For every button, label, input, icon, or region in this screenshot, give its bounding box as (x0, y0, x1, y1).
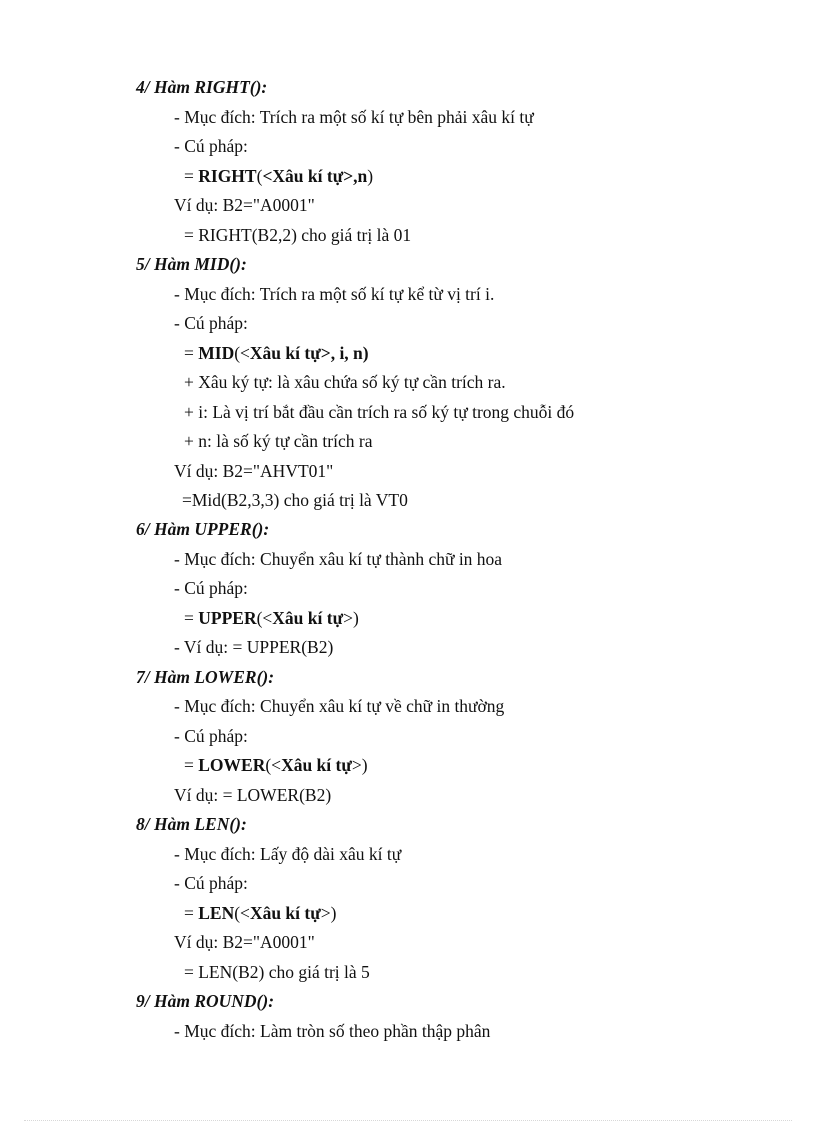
section-heading-lower: 7/ Hàm LOWER(): (136, 667, 275, 687)
example-upper: - Ví dụ: = UPPER(B2) (174, 637, 334, 657)
syntax-label-right: - Cú pháp: (174, 136, 248, 156)
syntax-label-mid: - Cú pháp: (174, 313, 248, 333)
example-lower: Ví dụ: = LOWER(B2) (174, 785, 332, 805)
example-result-mid: =Mid(B2,3,3) cho giá trị là VT0 (182, 490, 408, 510)
example-result-len: = LEN(B2) cho giá trị là 5 (184, 962, 370, 982)
section-heading-mid: 5/ Hàm MID(): (136, 254, 247, 274)
purpose-mid: - Mục đích: Trích ra một số kí tự kể từ vị trí i. (174, 284, 495, 304)
note-item: + n: là số ký tự cần trích ra (184, 431, 373, 451)
syntax-label-lower: - Cú pháp: (174, 726, 248, 746)
syntax-mid: = MID(<Xâu kí tự>, i, n) (184, 343, 369, 363)
syntax-label-upper: - Cú pháp: (174, 578, 248, 598)
note-item: + Xâu ký tự: là xâu chứa số ký tự cần trích ra. (184, 372, 506, 392)
example-len: Ví dụ: B2="A0001" (174, 932, 315, 952)
purpose-right: - Mục đích: Trích ra một số kí tự bên phải xâu kí tự (174, 107, 534, 127)
section-heading-len: 8/ Hàm LEN(): (136, 814, 247, 834)
example-right: Ví dụ: B2="A0001" (174, 195, 315, 215)
example-result-right: = RIGHT(B2,2) cho giá trị là 01 (184, 225, 412, 245)
note-item: + i: Là vị trí bắt đầu cần trích ra số ký tự trong chuỗi đó (184, 402, 575, 422)
example-mid: Ví dụ: B2="AHVT01" (174, 461, 334, 481)
page-bottom-divider (24, 1120, 792, 1121)
section-heading-round: 9/ Hàm ROUND(): (136, 991, 275, 1011)
purpose-len: - Mục đích: Lấy độ dài xâu kí tự (174, 844, 402, 864)
purpose-lower: - Mục đích: Chuyển xâu kí tự về chữ in thường (174, 696, 505, 716)
section-heading-upper: 6/ Hàm UPPER(): (136, 519, 270, 539)
syntax-label-len: - Cú pháp: (174, 873, 248, 893)
syntax-len: = LEN(<Xâu kí tự>) (184, 903, 337, 923)
section-heading-right: 4/ Hàm RIGHT(): (136, 77, 268, 97)
syntax-upper: = UPPER(<Xâu kí tự>) (184, 608, 359, 628)
syntax-lower: = LOWER(<Xâu kí tự>) (184, 755, 368, 775)
purpose-upper: - Mục đích: Chuyển xâu kí tự thành chữ in hoa (174, 549, 503, 569)
purpose-round: - Mục đích: Làm tròn số theo phần thập phân (174, 1021, 491, 1041)
syntax-right: = RIGHT(<Xâu kí tự>,n) (184, 166, 374, 186)
